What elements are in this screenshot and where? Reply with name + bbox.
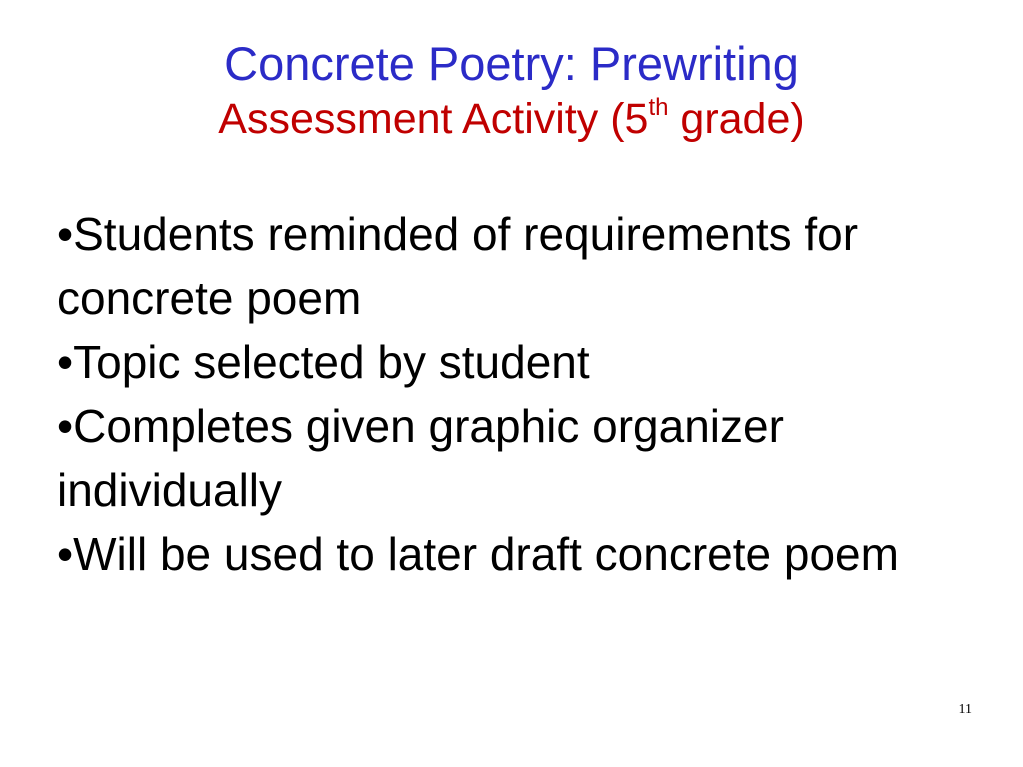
bullet-item-1: •Students reminded of requirements for concrete poem — [57, 208, 859, 324]
bullet-item-2: •Topic selected by student — [57, 336, 590, 388]
bullet-list — [57, 202, 987, 586]
slide-number: 11 — [958, 702, 972, 717]
title-line-2 — [0, 92, 1023, 146]
title-line-2-main: Assessment Activity (5 — [218, 95, 649, 143]
title-line-2-end: grade) — [668, 95, 805, 143]
bullet-item-4: •Will be used to later draft concrete poem — [57, 528, 899, 580]
title-line-1: Concrete Poetry: Prewriting — [224, 37, 799, 90]
slide-title — [0, 36, 1023, 146]
bullet-item-3: •Completes given graphic organizer individually — [57, 400, 784, 516]
title-line-2-superscript: th — [648, 94, 669, 121]
